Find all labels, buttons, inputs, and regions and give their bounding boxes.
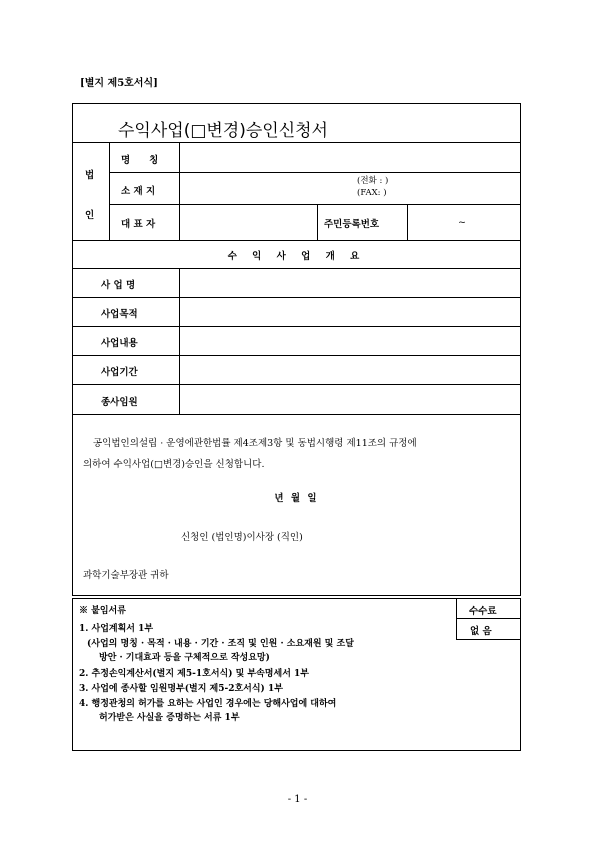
row-business-period: 사업기간	[101, 367, 138, 378]
attachment-item-1-detail-1: (사업의 명칭 · 목적 · 내용 · 기간 · 조직 및 인원 · 소요재원 및 조달	[87, 639, 354, 649]
corp-label-2: 인	[85, 210, 95, 221]
corp-address-label: 소 재 지	[121, 186, 156, 197]
attachment-item-4-line-2: 허가받은 사실을 증명하는 서류 1부	[99, 713, 240, 723]
corp-name-label: 명 칭	[121, 155, 159, 166]
row-business-name: 사 업 명	[101, 280, 136, 291]
attachment-item-1: 1. 사업계획서 1부	[79, 624, 154, 634]
recipient-line: 과학기술부장관 귀하	[83, 570, 169, 581]
date-line: 년 월 일	[274, 493, 319, 504]
applicant-line: 신청인 (법인명)이사장 (직인)	[181, 532, 303, 543]
application-form	[72, 103, 521, 596]
fee-value: 없 음	[470, 626, 492, 637]
fee-label: 수수료	[469, 606, 497, 617]
corp-label-1: 법	[85, 170, 95, 181]
corp-rep-label: 대 표 자	[121, 219, 156, 230]
attachments-box	[72, 598, 521, 751]
row-officers: 종사임원	[101, 397, 138, 408]
statement-line-2: 의하여 수익사업(□변경)승인을 신청합니다.	[83, 459, 265, 470]
attachment-item-1-detail-2: 방안 · 기대효과 등을 구체적으로 작성요망)	[99, 653, 270, 663]
fax-field: (FAX: )	[357, 188, 387, 198]
id-number-value: ~	[458, 217, 466, 228]
form-number-label: [별지 제5호서식]	[80, 78, 158, 89]
attachment-item-4-line-1: 4. 행정관청의 허가를 요하는 사업인 경우에는 당해사업에 대하여	[79, 699, 337, 709]
phone-field: (전화 : )	[357, 176, 389, 186]
attachments-heading: ※ 붙임서류	[79, 606, 126, 616]
attachment-item-2: 2. 추정손익계산서(별지 제5-1호서식) 및 부속명세서 1부	[79, 669, 309, 679]
row-business-purpose: 사업목적	[101, 309, 138, 320]
id-number-label: 주민등록번호	[324, 219, 380, 230]
page-number: - 1 -	[287, 794, 308, 805]
overview-heading: 수 익 사 업 개 요	[227, 251, 366, 262]
statement-line-1: 공익법인의설립 · 운영에관한법률 제4조제3항 및 동법시행령 제11조의 규정에	[93, 438, 417, 449]
attachment-item-3: 3. 사업에 종사할 임원명부(별지 제5-2호서식) 1부	[79, 684, 283, 694]
row-business-content: 사업내용	[101, 338, 138, 349]
form-title: 수익사업(□변경)승인신청서	[118, 121, 328, 141]
